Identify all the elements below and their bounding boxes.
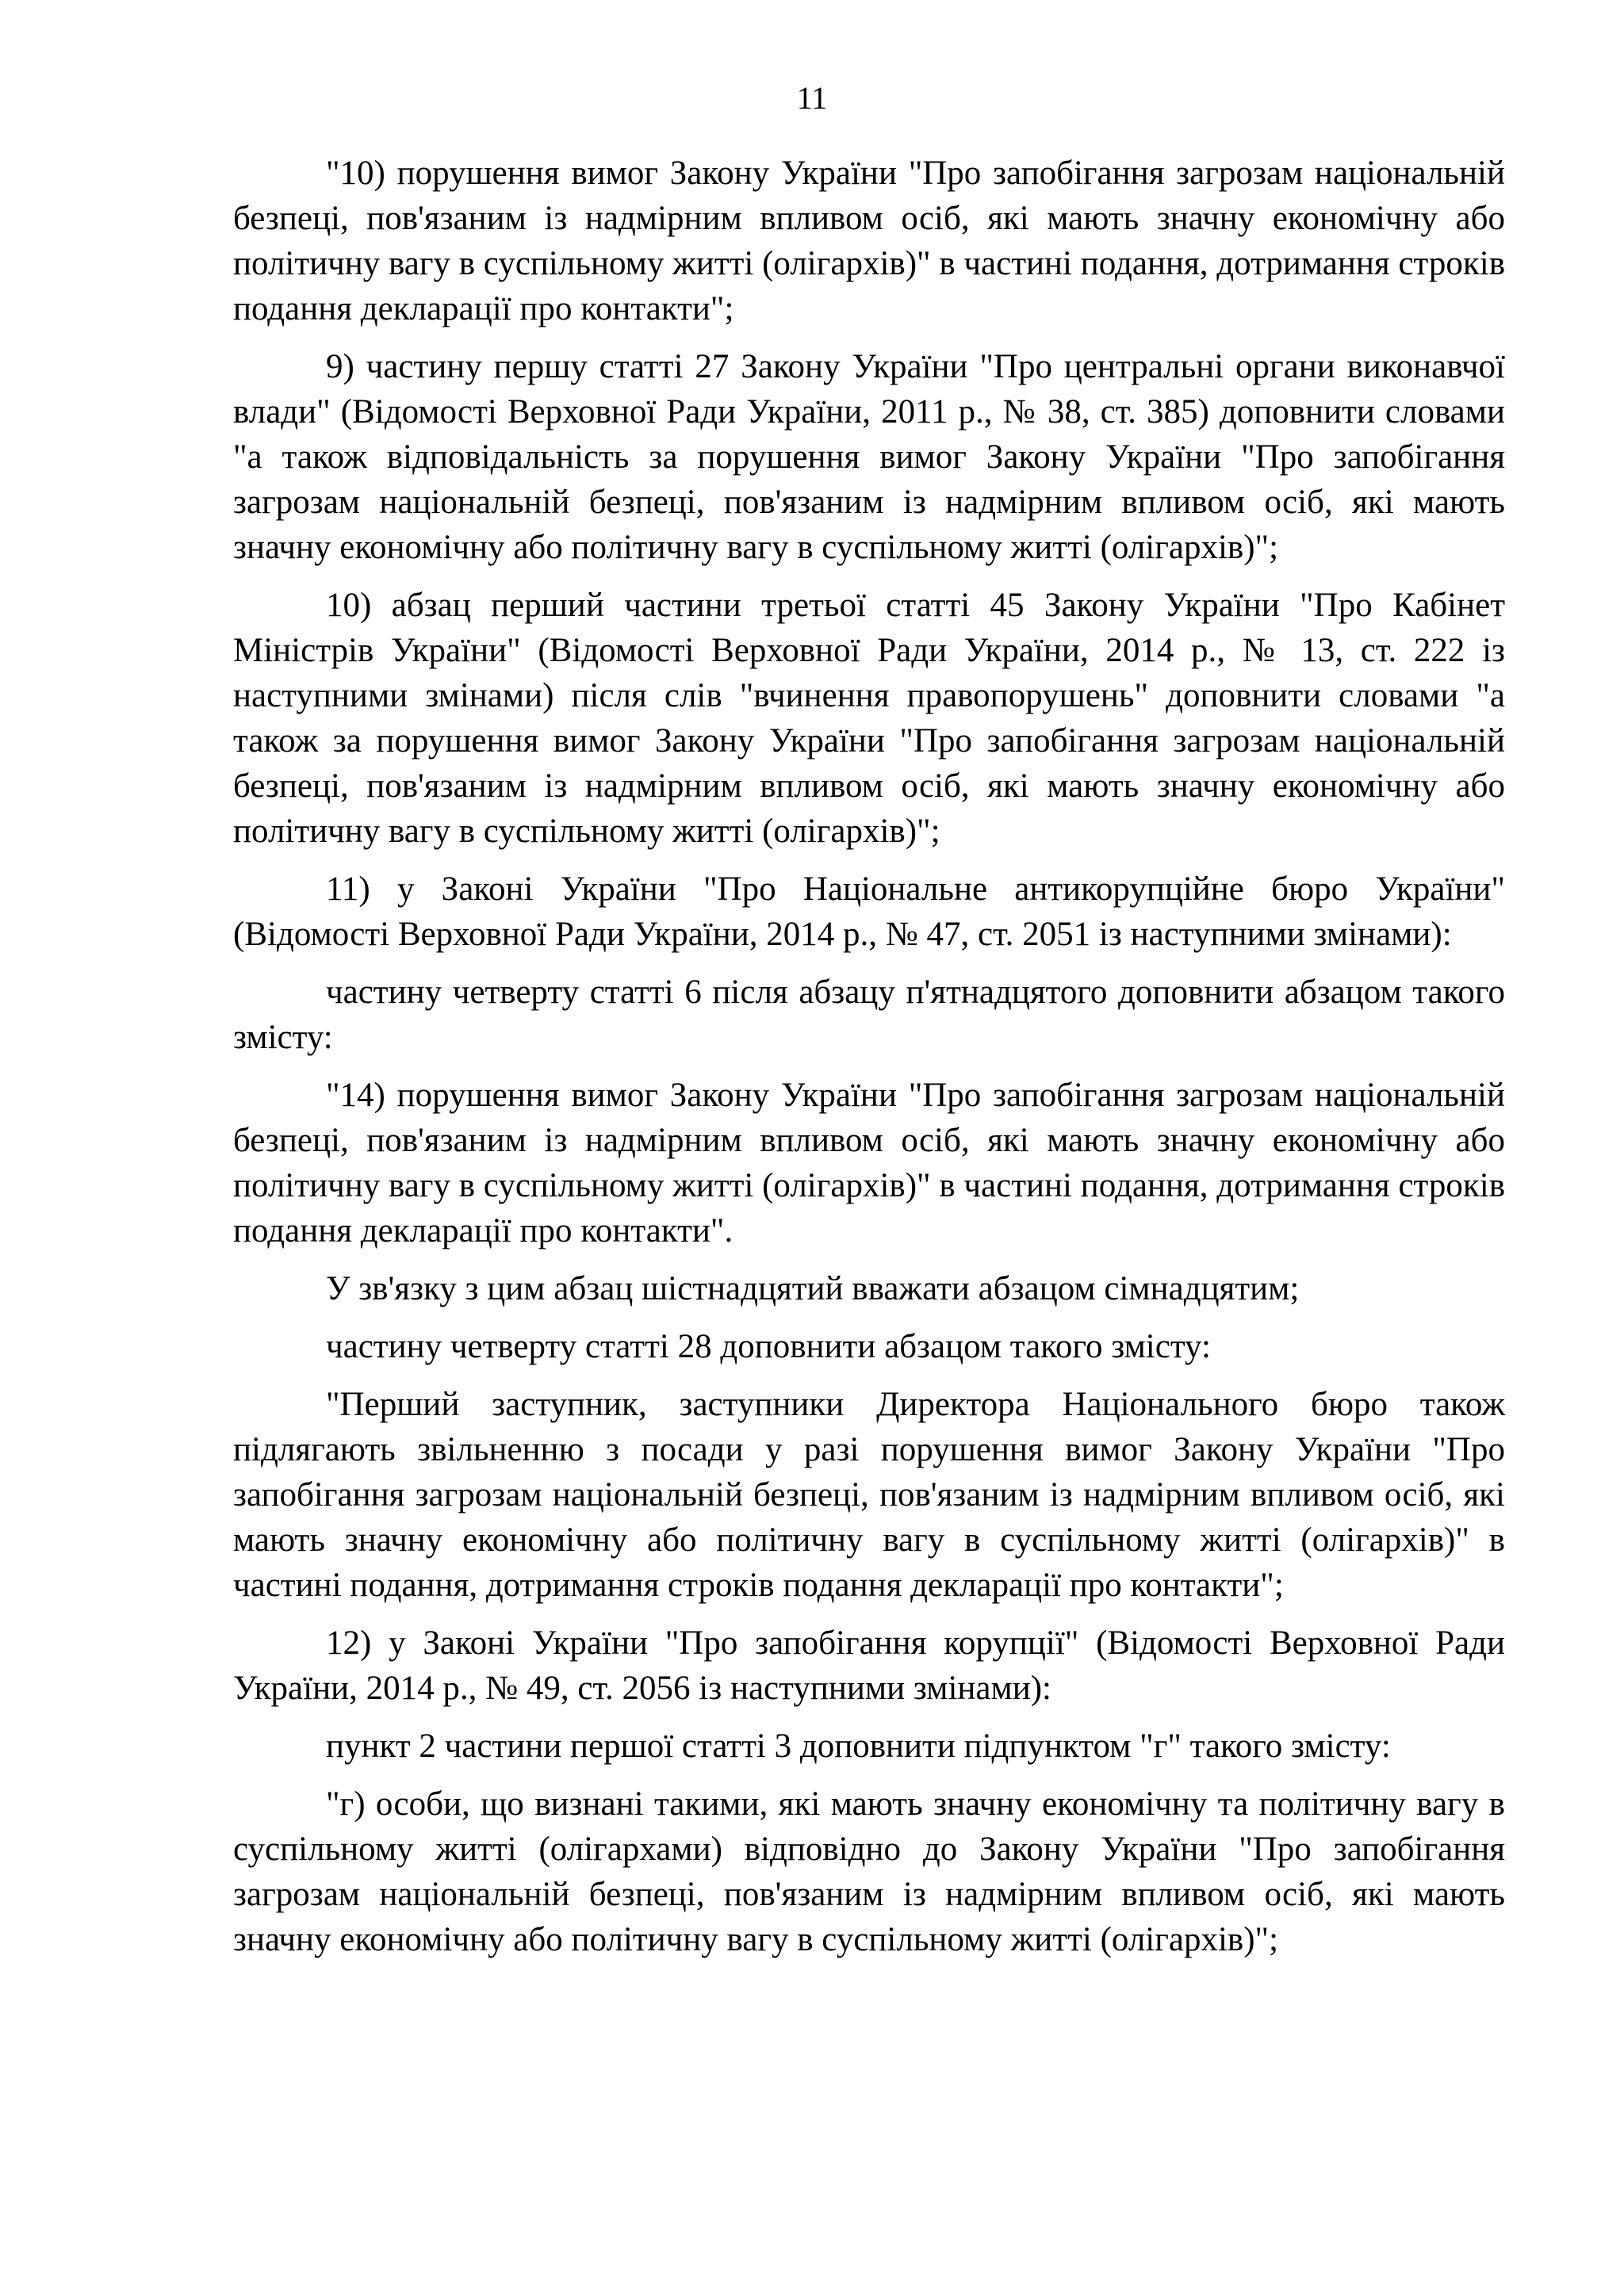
paragraph-article-6-amendment: частину четверту статті 6 після абзацу п'ятнадцятого доповнити абзацом такого змісту:	[233, 974, 1505, 1056]
paragraph-item-12: 12) у Законі України "Про запобігання корупції" (Відомості Верховної Ради України, 2014 р., № 49, ст. 2056 із наступними змінами):	[233, 1624, 1505, 1707]
paragraph-amendment-10-quote: "10) порушення вимог Закону України "Про запобігання загрозам національній безпеці, пов'язаним із надмірним впливом осіб, які мають значну економічну або політичну вагу в суспільному житті (олігархів)" в частині подання, дотримання строків подання декларації про контакти";	[233, 155, 1505, 327]
page-number: 11	[796, 80, 828, 116]
paragraph-item-10: 10) абзац перший частини третьої статті 45 Закону України "Про Кабінет Міністрів України" (Відомості Верховної Ради України, 2014 р., № 13, ст. 222 із наступними змінами) після слів "вчинення правопорушень" доповнити словами "а також за порушення вимог Закону України "Про запобігання загрозам національній безпеці, пов'язаним із надмірним впливом осіб, які мають значну економічну або політичну вагу в суспільному житті (олігархів)";	[233, 587, 1505, 850]
paragraph-amendment-14-quote: "14) порушення вимог Закону України "Про запобігання загрозам національній безпеці, пов'язаним із надмірним впливом осіб, які мають значну економічну або політичну вагу в суспільному житті (олігархів)" в частині подання, дотримання строків подання декларації про контакти".	[233, 1077, 1505, 1249]
paragraph-subitem-g-quote: "г) особи, що визнані такими, які мають значну економічну та політичну вагу в суспільному житті (олігархами) відповідно до Закону України "Про запобігання загрозам національній безпеці, пов'язаним із надмірним впливом осіб, які мають значну економічну або політичну вагу в суспільному житті (олігархів)";	[233, 1785, 1505, 1958]
paragraph-item-11: 11) у Законі України "Про Національне антикорупційне бюро України" (Відомості Верховної Ради України, 2014 р., № 47, ст. 2051 із наступними змінами):	[233, 871, 1505, 953]
document-body	[233, 151, 1505, 1975]
paragraph-renumbering-note: У зв'язку з цим абзац шістнадцятий вважати абзацом сімнадцятим;	[326, 1270, 1300, 1307]
paragraph-first-deputy-quote: "Перший заступник, заступники Директора Національного бюро також підлягають звільненню з посади у разі порушення вимог Закону України "Про запобігання загрозам національній безпеці, пов'язаним із надмірним впливом осіб, які мають значну економічну або політичну вагу в суспільному житті (олігархів)" в частині подання, дотримання строків подання декларації про контакти";	[233, 1386, 1505, 1604]
paragraph-item-9: 9) частину першу статті 27 Закону України "Про центральні органи виконавчої влади" (Відомості Верховної Ради України, 2011 р., № 38, ст. 385) доповнити словами "а також відповідальність за порушення вимог Закону України "Про запобігання загрозам національній безпеці, пов'язаним із надмірним впливом осіб, які мають значну економічну або політичну вагу в суспільному житті (олігархів)";	[233, 348, 1505, 566]
paragraph-article-28-amendment: частину четверту статті 28 доповнити абзацом такого змісту:	[326, 1328, 1211, 1365]
paragraph-article-3-amendment: пункт 2 частини першої статті 3 доповнити підпунктом "г" такого змісту:	[326, 1728, 1391, 1765]
